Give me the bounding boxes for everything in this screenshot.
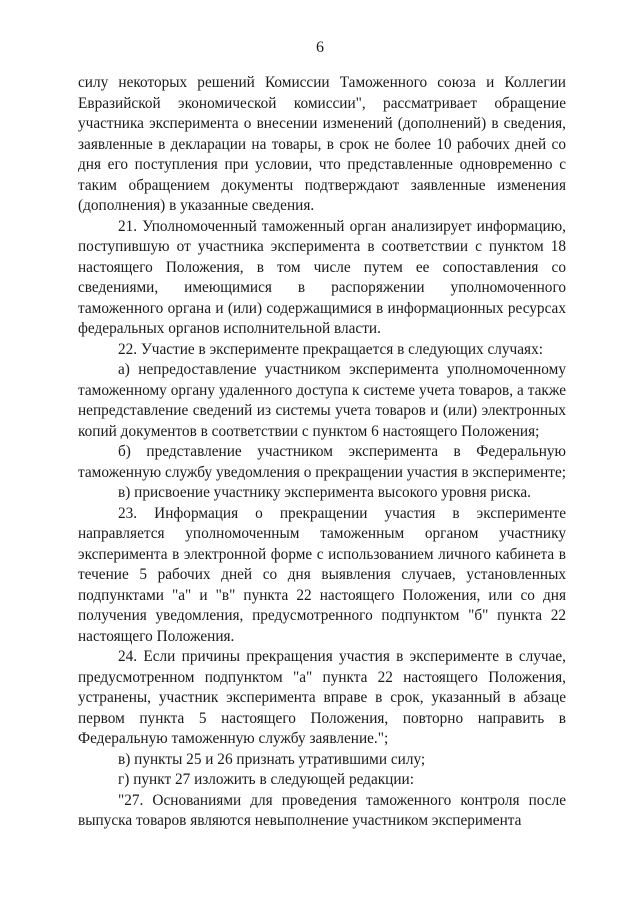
page-number: 6 [316, 39, 324, 56]
paragraph-22-v: в) присвоение участнику эксперимента высокого уровня риска. [118, 484, 531, 501]
paragraph-23: 23. Информация о прекращении участия в эксперименте направляется уполномоченным таможенным органом участнику эксперимента в электронной форме с использованием личного кабинета в течение 5 рабочих дней со дня выявления случаев, установленных подпунктами "а" и "в" пункта 22 настоящего Положения, или со дня получения уведомления, предусмотренного подпунктом "б" пункта 22 настоящего Положения. [78, 504, 566, 645]
amendment-v: в) пункты 25 и 26 признать утратившими силу; [118, 750, 426, 768]
paragraph-27: "27. Основаниями для проведения таможенного контроля после выпуска товаров являются невыполнение участником эксперимента [78, 791, 566, 829]
paragraph-22-b: б) представление участником эксперимента в Федеральную таможенную службу уведомления о прекращении участия в эксперименте; [78, 443, 567, 481]
paragraph-24: 24. Если причины прекращения участия в эксперименте в случае, предусмотренном подпунктом "а" пункта 22 настоящего Положения, устранены, участник эксперимента вправе в срок, указанный в абзаце первом пункта 5 настоящего Положения, повторно направить в Федеральную таможенную службу заявление."; [78, 648, 566, 747]
paragraph-22: 22. Участие в эксперименте прекращается в следующих случаях: [118, 340, 543, 358]
paragraph-22-a: а) непредоставление участником эксперимента уполномоченному таможенному органу удаленного доступа к системе учета товаров, а также непредставление сведений из системы учета товаров и (или) электронных копий документов в соответствии с пунктом 6 настоящего Положения; [78, 361, 566, 440]
paragraph-21: 21. Уполномоченный таможенный орган анализирует информацию, поступившую от участника эксперимента в соответствии с пунктом 18 настоящего Положения, в том числе путем ее сопоставления со сведениями, имеющимися в распоряжении уполномоченного таможенного органа и (или) содержащимися в информационных ресурсах федеральных органов исполнительной власти. [78, 217, 566, 337]
paragraph-continuation: силу некоторых решений Комиссии Таможенного союза и Коллегии Евразийской экономической комиссии", рассматривает обращение участника эксперимента о внесении изменений (дополнений) в сведения, заявленные в декларации на товары, в срок не более 10 рабочих дней со дня его поступления при условии, что представленные одновременно с таким обращением документы подтверждают заявленные изменения (дополнения) в указанные сведения. [78, 74, 566, 214]
amendment-g: г) пункт 27 изложить в следующей редакции: [118, 771, 414, 788]
document-body [78, 73, 566, 832]
